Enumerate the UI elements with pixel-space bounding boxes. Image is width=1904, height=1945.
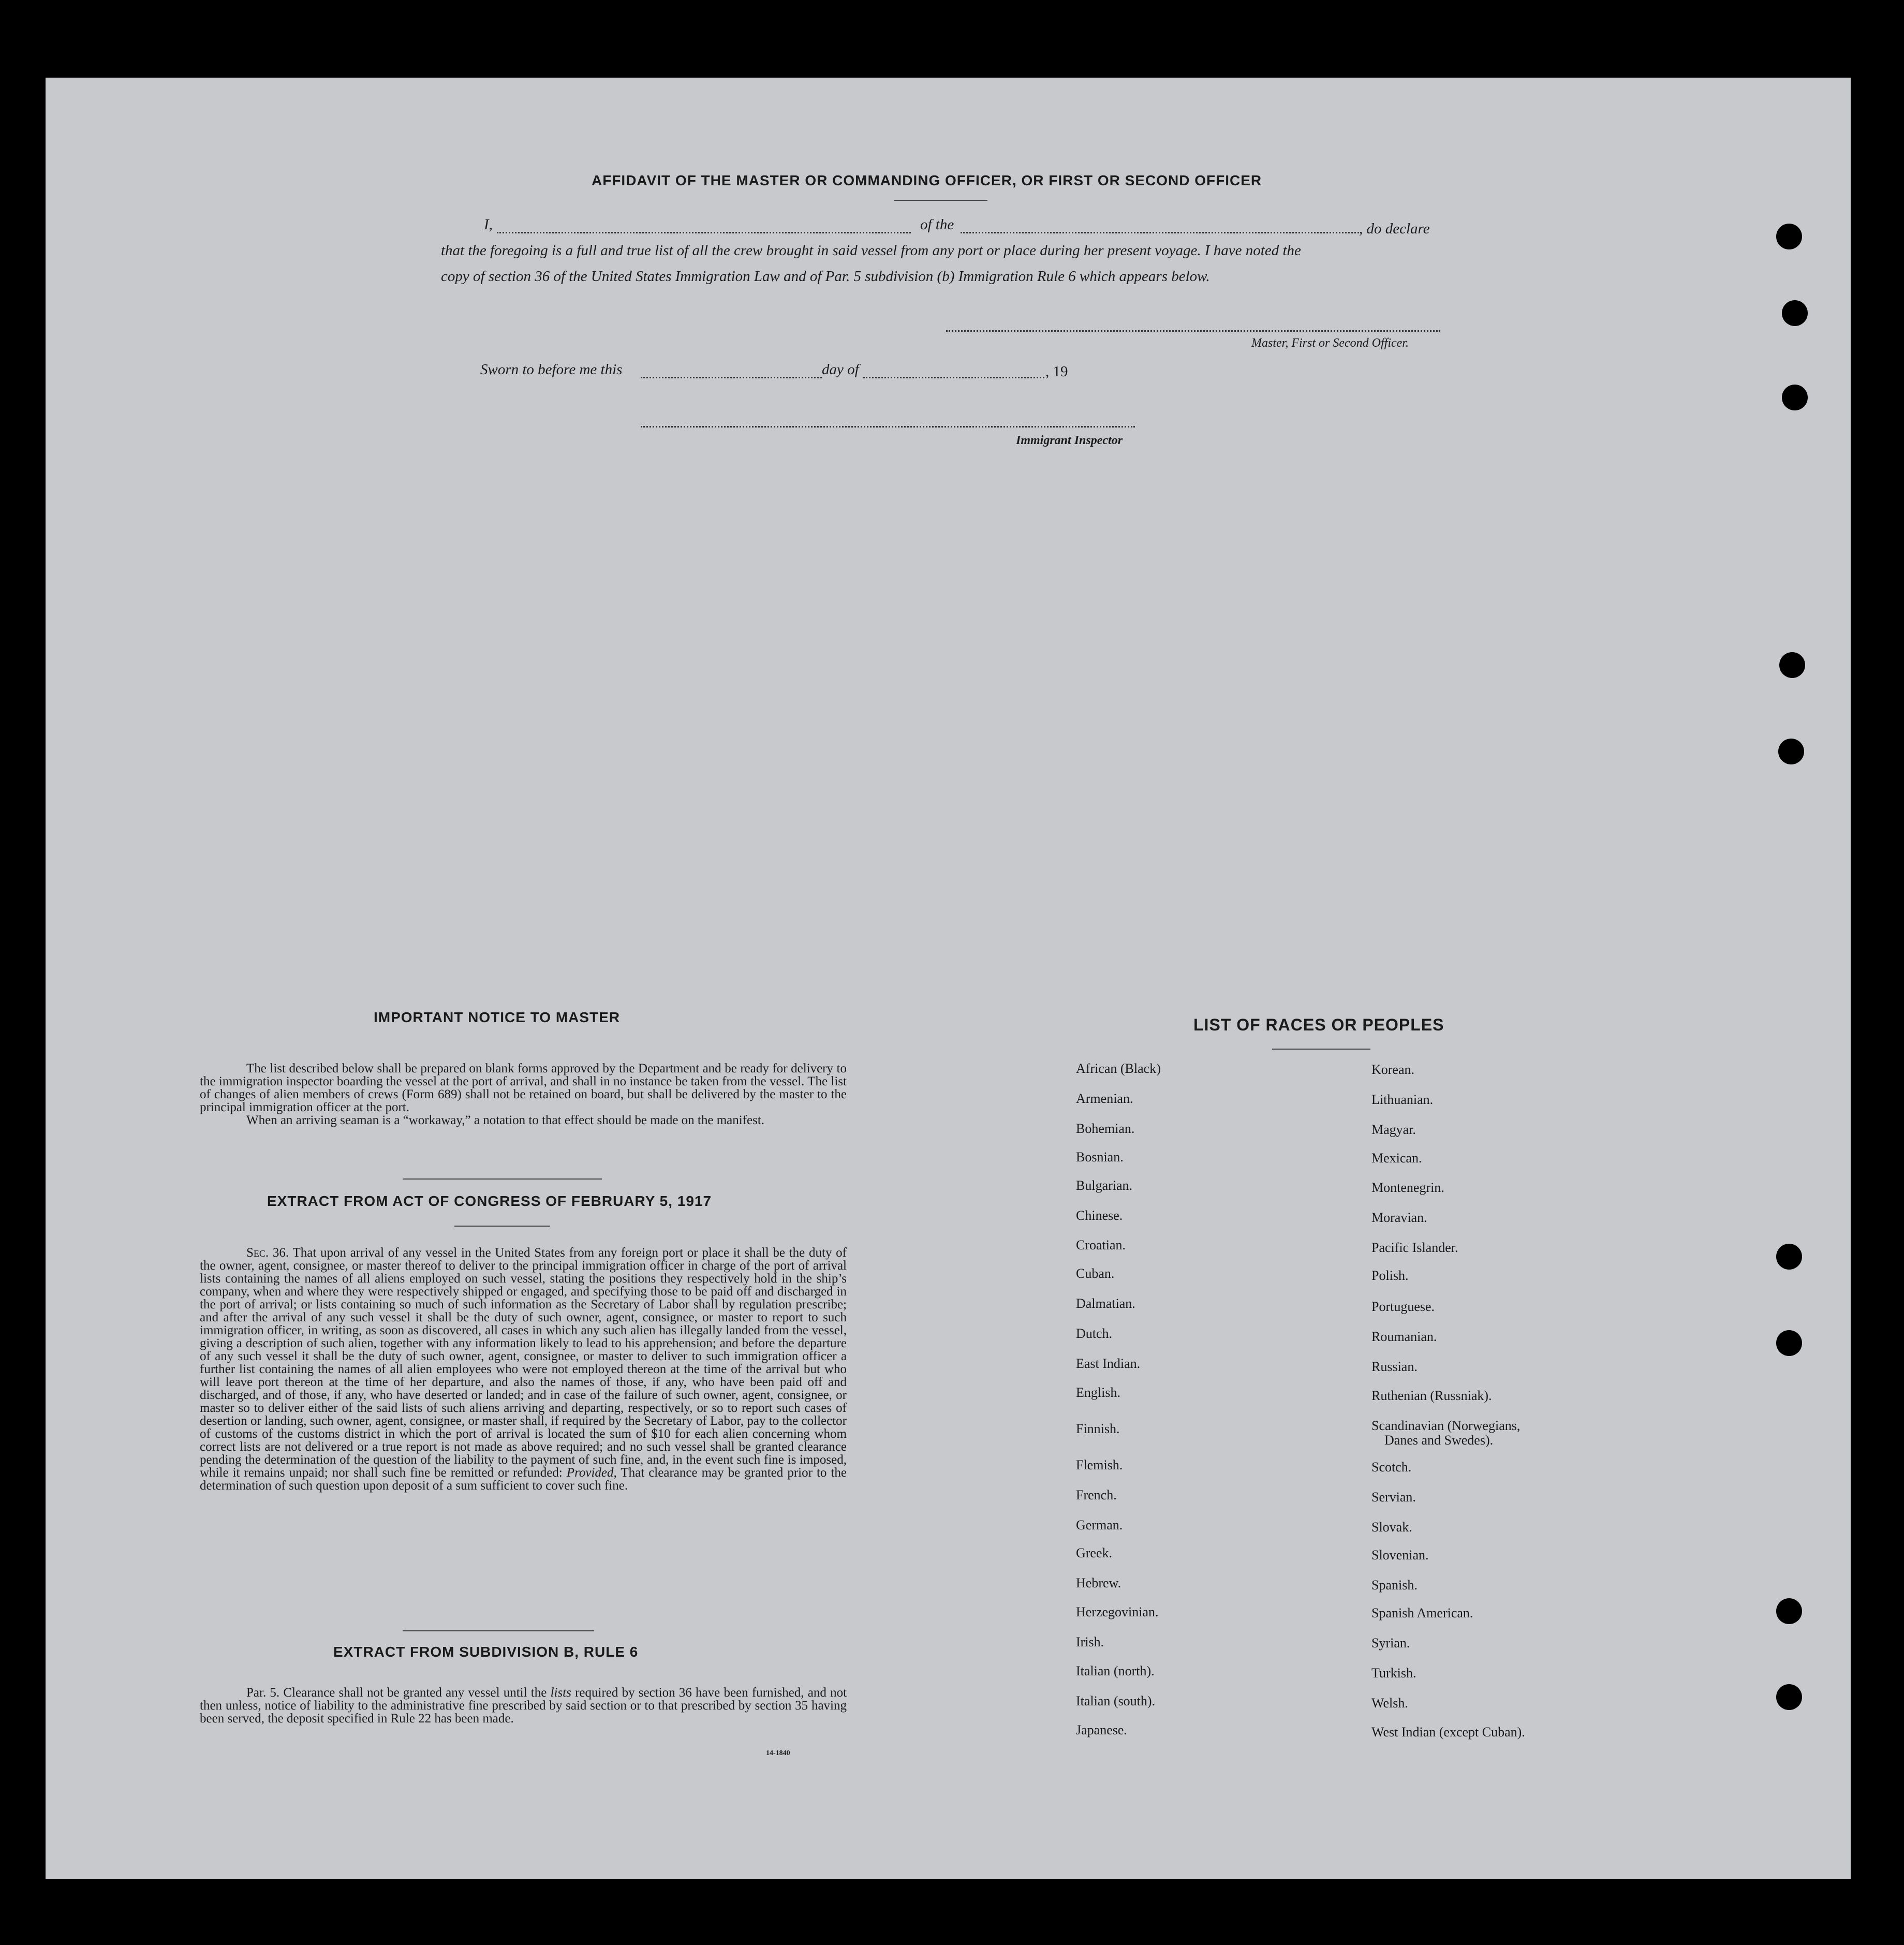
rule6-paragraph <box>200 1686 847 1725</box>
race-right-item: Montenegrin. <box>1371 1180 1444 1195</box>
race-right-item: Slovenian. <box>1371 1548 1429 1563</box>
inspector-label: Immigrant Inspector <box>1016 434 1123 447</box>
binder-hole <box>1782 385 1808 410</box>
notice-paragraph-2: When an arriving seaman is a “workaway,” a notation to that effect should be made on the manifest. <box>246 1113 765 1127</box>
binder-hole <box>1779 652 1805 678</box>
race-right-item: Ruthenian (Russniak). <box>1371 1388 1492 1403</box>
race-right-item: Korean. <box>1371 1062 1415 1077</box>
race-left-item: Croatian. <box>1076 1237 1126 1253</box>
binder-hole <box>1776 1684 1802 1710</box>
notice-paragraph-1: The list described below shall be prepared on blank forms approved by the Department and be ready for delivery to the immigration inspector boarding the vessel at the port of arrival, and shall in no instance be taken from the vessel. The list of changes of alien members of crews (Form 689) shall not be retained on board, but shall be delivered by the master to the principal immigration officer at the port. <box>200 1062 847 1114</box>
affidavit-line-2: that the foregoing is a full and true list of all the crew brought in said vessel from any port or place during her present voyage. I have noted the <box>441 242 1301 259</box>
race-left-item: East Indian. <box>1076 1356 1141 1371</box>
race-left-item: Italian (south). <box>1076 1693 1156 1708</box>
act-provided: Provided, <box>566 1466 617 1480</box>
form-number: 14-1840 <box>766 1749 790 1757</box>
races-title-rule <box>1272 1049 1370 1050</box>
race-left-item: Herzegovinian. <box>1076 1604 1159 1619</box>
affidavit-title: AFFIDAVIT OF THE MASTER OR COMMANDING OFFICER, OR FIRST OR SECOND OFFICER <box>592 172 1262 188</box>
races-title: LIST OF RACES OR PEOPLES <box>1193 1015 1444 1034</box>
of-the-label: of the <box>920 216 954 233</box>
race-right-item: Slovak. <box>1371 1520 1412 1535</box>
inspector-signature-line[interactable] <box>641 426 1135 428</box>
sworn-month-field[interactable] <box>863 377 1044 378</box>
race-right-item: Portuguese. <box>1371 1299 1435 1314</box>
affidavit-line-3: copy of section 36 of the United States Immigration Law and of Par. 5 subdivision (b) Immigration Rule 6 which appears below. <box>441 268 1210 285</box>
rule6-body-a: Par. 5. Clearance shall not be granted any vessel until the <box>246 1686 547 1700</box>
notice-text <box>200 1062 847 1127</box>
rule6-title: EXTRACT FROM SUBDIVISION B, RULE 6 <box>333 1644 639 1660</box>
race-left-item: Chinese. <box>1076 1208 1123 1223</box>
master-signature-line[interactable] <box>946 330 1440 332</box>
vessel-field[interactable] <box>961 232 1359 233</box>
binder-hole <box>1776 1330 1802 1356</box>
race-left-item: Hebrew. <box>1076 1575 1121 1590</box>
race-left-item: French. <box>1076 1487 1117 1502</box>
race-right-item: Russian. <box>1371 1359 1418 1374</box>
race-left-item: Japanese. <box>1076 1722 1127 1737</box>
race-right-item-continued: Danes and Swedes). <box>1384 1433 1494 1448</box>
race-right-item: Turkish. <box>1371 1666 1416 1681</box>
title-rule <box>894 200 987 201</box>
binder-hole <box>1776 224 1802 249</box>
race-right-item: Roumanian. <box>1371 1329 1437 1344</box>
race-left-item: African (Black) <box>1076 1061 1161 1076</box>
race-left-item: German. <box>1076 1517 1123 1533</box>
race-right-item: Moravian. <box>1371 1210 1427 1225</box>
race-left-item: Bosnian. <box>1076 1150 1124 1165</box>
do-declare-label: , do declare <box>1359 220 1430 237</box>
section-rule-1 <box>403 1178 602 1180</box>
name-field[interactable] <box>497 232 911 233</box>
race-left-item: Bulgarian. <box>1076 1178 1133 1193</box>
race-right-item: Servian. <box>1371 1490 1416 1505</box>
race-right-item: Magyar. <box>1371 1122 1416 1137</box>
race-right-item: Spanish American. <box>1371 1605 1473 1620</box>
sworn-label: Sworn to before me this <box>480 361 623 378</box>
binder-hole <box>1782 300 1808 326</box>
rule6-lists: lists <box>550 1686 571 1700</box>
act-section-label: Sec. 36. <box>246 1246 289 1260</box>
year-label: , 19 <box>1045 363 1068 380</box>
act-text <box>200 1246 847 1492</box>
i-label: I, <box>484 216 493 233</box>
race-left-item: Irish. <box>1076 1634 1104 1649</box>
act-body: That upon arrival of any vessel in the United States from any foreign port or place it shall be the duty of the owner, agent, consignee, or master thereof to deliver to the principal immigration officer in charge of the port of arrival lists containing the names of all aliens employed on such vessel, stating the positions they respectively hold in the ship’s company, when and where they were respectively shipped or engaged, and specifying those to be paid off and discharged in the port of arrival; or lists containing so much of such information as the Secretary of Labor shall by regulation prescribe; and after the arrival of any such vessel it shall be the duty of such owner, agent, consignee, or master to report to such immigration officer, in writing, as soon as discovered, all cases in which any such alien has illegally landed from the vessel, giving a description of such alien, together with any information likely to lead to his apprehension; and before the departure of any such vessel it shall be the duty of such owner, agent, consignee, or master to deliver to such immigration officer a further list containing the names of all alien employees who were not employed thereon at the time of the arrival but who will leave port thereon at the time of her departure, and also the names of those, if any, who have been paid off and discharged, and of those, if any, who have deserted or landed; and in case of the failure of such owner, agent, consignee, or master so to deliver either of the said lists of such aliens arriving and departing, respectively, or so to report such cases of desertion or landing, such owner, agent, consignee, or master shall, if required by the Secretary of Labor, pay to the collector of customs of the customs district in which the port of arrival is located the sum of $10 for each alien concerning whom correct lists are not delivered or a true report is not made as above required; and no such vessel shall be granted clearance pending the determination of the question of the liability to the payment of such fine, and, in the event such fine is imposed, while it remains unpaid; nor shall such fine be remitted or refunded: <box>200 1246 847 1480</box>
form-sheet <box>46 78 1851 1879</box>
race-left-item: Armenian. <box>1076 1091 1133 1106</box>
race-right-item: Syrian. <box>1371 1635 1410 1651</box>
race-left-item: Flemish. <box>1076 1457 1123 1472</box>
race-right-item: Mexican. <box>1371 1151 1422 1166</box>
race-right-item: Welsh. <box>1371 1696 1408 1711</box>
rule6-text <box>200 1686 847 1725</box>
race-right-item: Pacific Islander. <box>1371 1240 1458 1255</box>
sworn-day-field[interactable] <box>641 377 822 378</box>
race-left-item: Dutch. <box>1076 1326 1113 1341</box>
race-right-item: Polish. <box>1371 1268 1409 1283</box>
binder-hole <box>1776 1244 1802 1270</box>
race-left-item: Cuban. <box>1076 1266 1115 1281</box>
act-title: EXTRACT FROM ACT OF CONGRESS OF FEBRUARY 5, 1917 <box>267 1193 712 1209</box>
act-body-end: That clearance may be granted prior to the determination of such question upon deposit of a sum sufficient to cover such fine. <box>200 1466 847 1493</box>
binder-hole <box>1776 1598 1802 1624</box>
race-right-item: Scandinavian (Norwegians, <box>1371 1418 1521 1433</box>
race-right-item: Spanish. <box>1371 1578 1418 1593</box>
rule6-body-b: required by section 36 have been furnished, and not then unless, notice of liability to the administrative fine prescribed by said section or to that prescribed by section 35 having been served, the deposit specified in Rule 22 has been made. <box>200 1686 847 1726</box>
race-left-item: Italian (north). <box>1076 1663 1155 1678</box>
race-left-item: Dalmatian. <box>1076 1296 1135 1311</box>
section-rule-2 <box>403 1630 594 1631</box>
binder-hole <box>1778 739 1804 764</box>
act-title-rule <box>454 1226 550 1227</box>
notice-title: IMPORTANT NOTICE TO MASTER <box>374 1009 621 1025</box>
race-right-item: Lithuanian. <box>1371 1092 1434 1107</box>
race-left-item: Bohemian. <box>1076 1121 1135 1136</box>
race-left-item: Finnish. <box>1076 1421 1120 1436</box>
day-of-label: day of <box>822 361 859 378</box>
race-left-item: Greek. <box>1076 1545 1113 1560</box>
act-paragraph <box>200 1246 847 1492</box>
race-right-item: Scotch. <box>1371 1460 1412 1475</box>
race-right-item: West Indian (except Cuban). <box>1371 1725 1525 1740</box>
master-signature-label: Master, First or Second Officer. <box>1251 336 1409 350</box>
race-left-item: English. <box>1076 1385 1120 1400</box>
